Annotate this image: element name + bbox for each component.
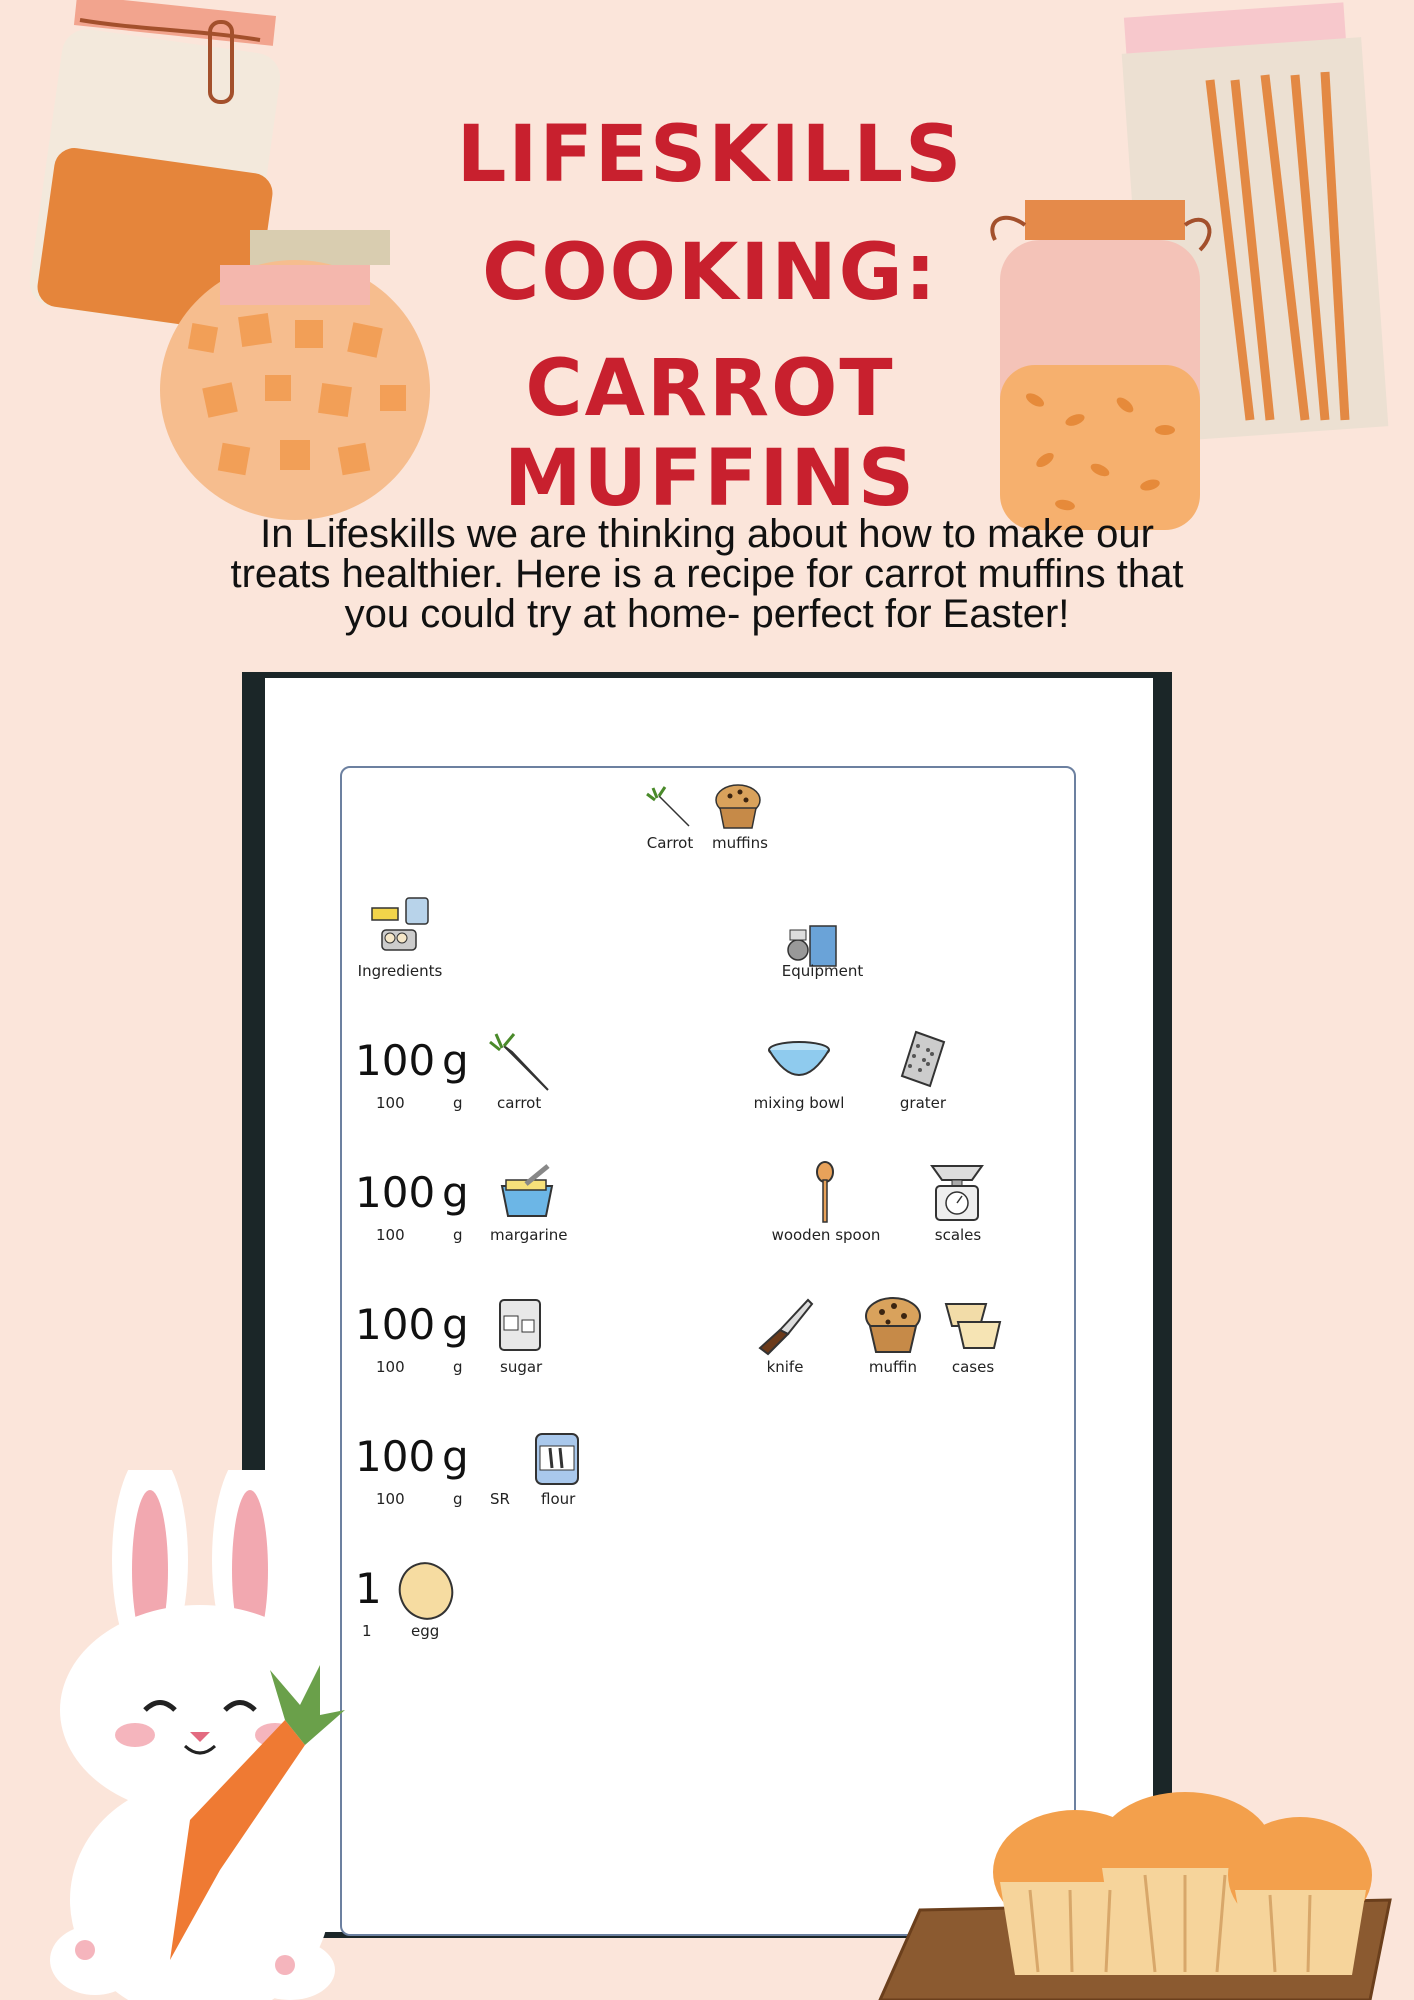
ingredient-qty-label: 100 xyxy=(376,1094,405,1112)
card-title-word-carrot: Carrot xyxy=(646,834,694,852)
equipment-label: mixing bowl xyxy=(753,1094,845,1112)
equipment-label: wooden spoon xyxy=(771,1226,881,1244)
equipment-label: cases xyxy=(951,1358,995,1376)
page-title-line-3: CARROT MUFFINS xyxy=(504,344,916,524)
equipment-label: scales xyxy=(934,1226,982,1244)
knife-icon xyxy=(756,1296,816,1356)
ingredient-qty: 100 xyxy=(355,1168,436,1217)
ingredients-heading: Ingredients xyxy=(357,962,443,980)
grater-icon xyxy=(898,1028,948,1090)
ingredient-qty-label: 1 xyxy=(362,1622,372,1640)
ingredient-unit: g xyxy=(442,1168,469,1217)
ingredient-qty-label: 100 xyxy=(376,1226,405,1244)
ingredient-qty: 100 xyxy=(355,1300,436,1349)
egg-icon xyxy=(396,1560,456,1622)
bunny-with-carrot-illustration xyxy=(40,1470,360,2000)
muffin-icon xyxy=(862,1294,924,1356)
equipment-heading: Equipment xyxy=(781,962,864,980)
ingredient-unit-label: g xyxy=(453,1490,463,1508)
sugar-bag-icon xyxy=(494,1294,550,1356)
carrot-icon xyxy=(645,784,695,834)
margarine-tub-icon xyxy=(496,1162,558,1224)
intro-line-3: you could try at home- perfect for Easter! xyxy=(344,592,1070,636)
intro-text xyxy=(200,514,1214,634)
equipment-label: muffin xyxy=(868,1358,918,1376)
wooden-spoon-icon xyxy=(808,1160,842,1226)
ingredient-name: flour xyxy=(541,1490,576,1508)
ingredient-qty-label: 100 xyxy=(376,1358,405,1376)
equipment-label: knife xyxy=(766,1358,804,1376)
ingredient-unit-label: g xyxy=(453,1094,463,1112)
equipment-label: grater xyxy=(899,1094,947,1112)
intro-line-2: treats healthier. Here is a recipe for carrot muffins that xyxy=(230,552,1184,596)
flour-bag-icon xyxy=(530,1426,586,1490)
ingredient-name: carrot xyxy=(497,1094,542,1112)
ingredient-qty: 100 xyxy=(355,1432,436,1481)
muffins-on-tray-illustration xyxy=(870,1790,1414,2000)
ingredient-name: sugar xyxy=(500,1358,543,1376)
ingredient-qty: 100 xyxy=(355,1036,436,1085)
ingredient-name: egg xyxy=(411,1622,440,1640)
ingredient-unit: g xyxy=(442,1300,469,1349)
ingredient-unit: g xyxy=(442,1036,469,1085)
page-title-line-2: COOKING: xyxy=(482,228,938,318)
ingredient-unit: g xyxy=(442,1432,469,1481)
card-title-word-muffins: muffins xyxy=(712,834,768,852)
muffin-cases-icon xyxy=(942,1296,1004,1354)
mixing-bowl-icon xyxy=(766,1036,832,1090)
muffin-icon xyxy=(712,780,764,832)
ingredient-unit-label: g xyxy=(453,1358,463,1376)
ingredient-name: margarine xyxy=(490,1226,568,1244)
ingredients-icon xyxy=(368,894,434,958)
ingredient-prefix: SR xyxy=(490,1490,510,1508)
carrot-icon xyxy=(488,1030,554,1096)
ingredient-unit-label: g xyxy=(453,1226,463,1244)
page-title-line-1: LIFESKILLS xyxy=(456,110,964,200)
scales-icon xyxy=(928,1160,986,1224)
intro-line-1: In Lifeskills we are thinking about how to make our xyxy=(260,512,1154,556)
ingredient-qty: 1 xyxy=(355,1564,382,1613)
ingredient-qty-label: 100 xyxy=(376,1490,405,1508)
